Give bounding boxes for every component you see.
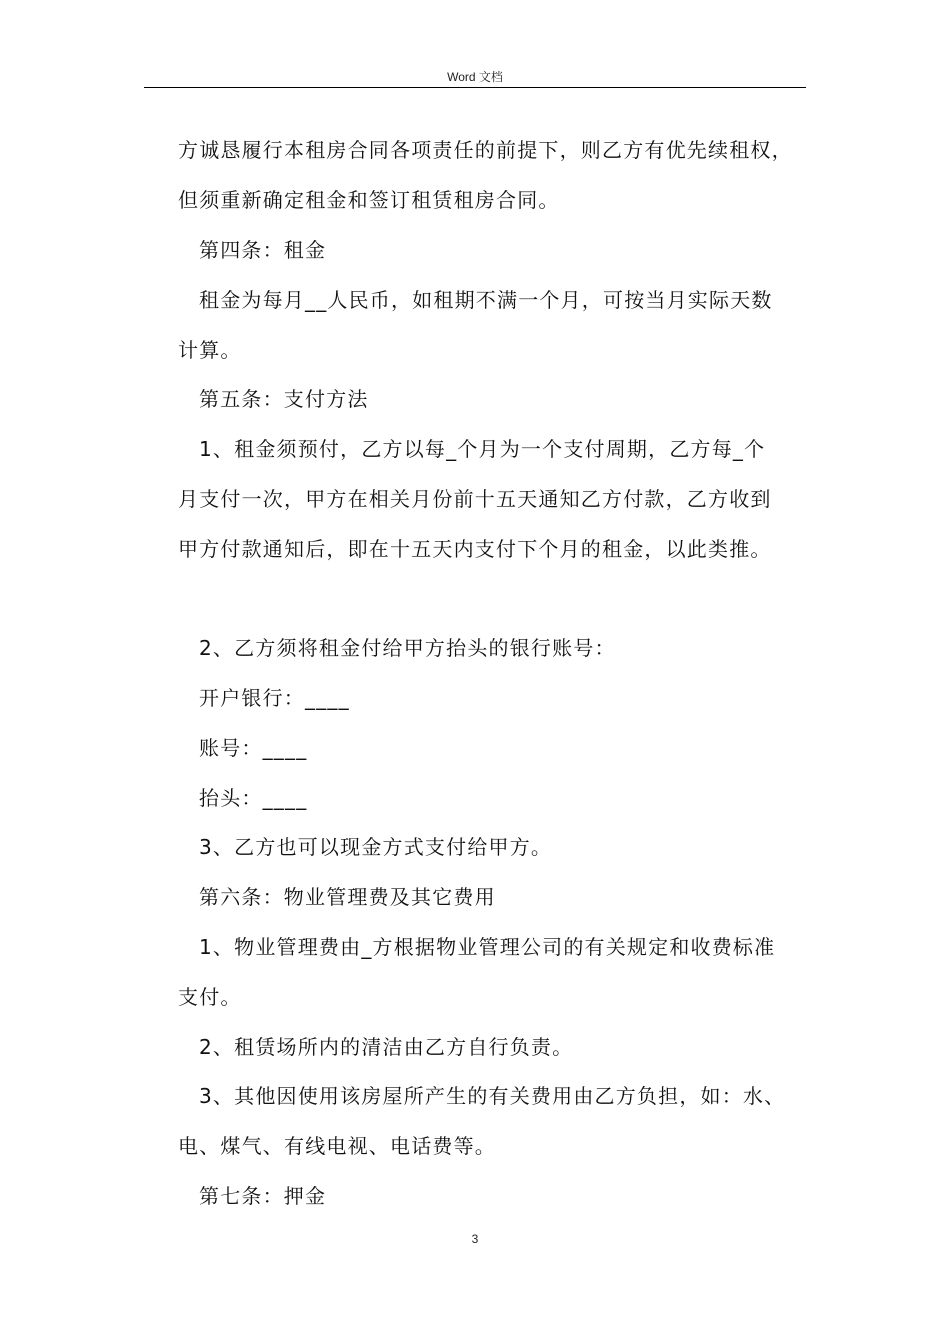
paragraph-line: 1、租金须预付，乙方以每_个月为一个支付周期，乙方每_个 [199, 437, 766, 461]
bank-name-field: 开户银行：____ [199, 686, 350, 710]
section-heading-article-4: 第四条：租金 [199, 238, 327, 262]
paragraph-line: 2、租赁场所内的清洁由乙方自行负责。 [199, 1035, 574, 1059]
page-number: 3 [471, 1232, 479, 1246]
paragraph-line: 电、煤气、有线电视、电话费等。 [178, 1134, 496, 1158]
paragraph-line: 甲方付款通知后，即在十五天内支付下个月的租金，以此类推。 [178, 537, 772, 561]
paragraph-line: 租金为每月__人民币，如租期不满一个月，可按当月实际天数 [199, 288, 773, 312]
paragraph-line: 3、其他因使用该房屋所产生的有关费用由乙方负担，如：水、 [199, 1084, 786, 1108]
paragraph-line: 3、乙方也可以现金方式支付给甲方。 [199, 835, 553, 859]
paragraph-line: 2、乙方须将租金付给甲方抬头的银行账号： [199, 636, 616, 660]
section-heading-article-6: 第六条：物业管理费及其它费用 [199, 885, 496, 909]
paragraph-line: 支付。 [178, 985, 242, 1009]
paragraph-line: 月支付一次，甲方在相关月份前十五天通知乙方付款，乙方收到 [178, 487, 772, 511]
section-heading-article-5: 第五条：支付方法 [199, 387, 369, 411]
account-title-field: 抬头：____ [199, 786, 308, 810]
paragraph-line: 方诚恳履行本租房合同各项责任的前提下，则乙方有优先续租权， [178, 138, 793, 162]
paragraph-line: 1、物业管理费由_方根据物业管理公司的有关规定和收费标准 [199, 935, 776, 959]
section-heading-article-7: 第七条：押金 [199, 1184, 327, 1208]
paragraph-line: 但须重新确定租金和签订租赁租房合同。 [178, 188, 560, 212]
paragraph-line: 计算。 [178, 338, 242, 362]
account-number-field: 账号：____ [199, 736, 308, 760]
header-divider [144, 87, 806, 88]
page-header: Word 文档 [447, 70, 503, 84]
